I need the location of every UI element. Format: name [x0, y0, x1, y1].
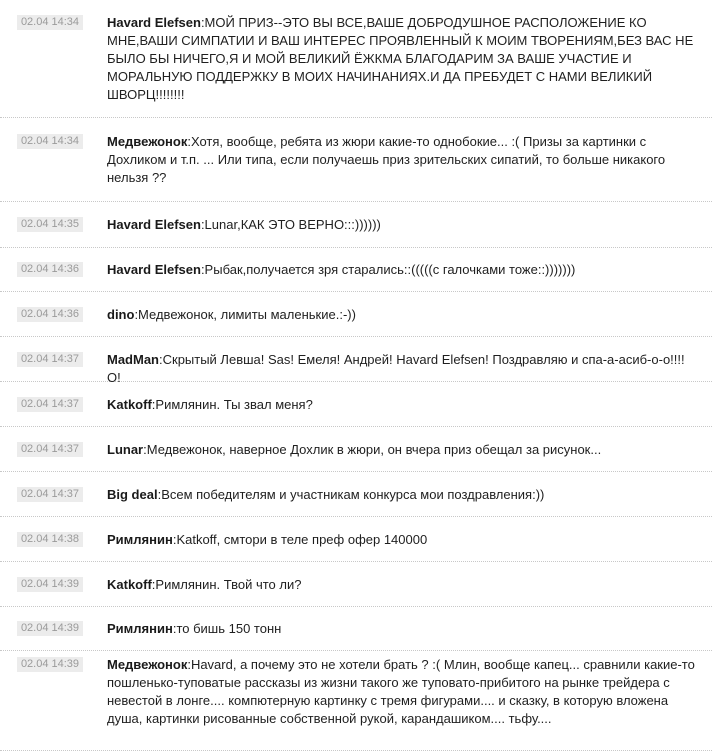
- chat-message: [0, 562, 712, 607]
- message-text: :Рыбак,получается зря старались::(((((с галочками тоже::))))))): [200, 262, 576, 277]
- message-body: [107, 656, 699, 728]
- chat-message: [0, 472, 712, 517]
- message-text: :Скрытый Левша! Sas! Емеля! Андрей! Havard Elefsen! Поздравляю и спа-а-асиб-о-о!!!! О!: [107, 352, 685, 385]
- chat-message: [0, 337, 712, 385]
- message-author[interactable]: Lunar: [107, 442, 144, 457]
- chat-message: [0, 517, 712, 562]
- message-author[interactable]: Big deal: [107, 487, 158, 502]
- message-timestamp: 02.04 14:39: [17, 657, 83, 672]
- message-author[interactable]: Медвежонок: [107, 657, 188, 672]
- message-author[interactable]: Havard Elefsen: [107, 262, 201, 277]
- message-body: [107, 576, 699, 594]
- message-timestamp: 02.04 14:35: [17, 217, 83, 232]
- message-timestamp: 02.04 14:37: [17, 487, 83, 502]
- message-author[interactable]: Римлянин: [107, 532, 173, 547]
- message-text: :Медвежонок, лимиты маленькие.:-)): [134, 307, 356, 322]
- message-author[interactable]: Римлянин: [107, 621, 173, 636]
- message-author[interactable]: Havard Elefsen: [107, 217, 201, 232]
- message-timestamp: 02.04 14:36: [17, 307, 83, 322]
- message-body: [107, 14, 699, 104]
- message-body: [107, 216, 699, 234]
- chat-message: [0, 292, 712, 337]
- message-text: :Lunar,КАК ЭТО ВЕРНО:::)))))): [200, 217, 381, 232]
- message-text: :Всем победителям и участникам конкурса мои поздравления:)): [157, 487, 545, 502]
- message-timestamp: 02.04 14:36: [17, 262, 83, 277]
- message-text: :Havard, а почему это не хотели брать ? :( Млин, вообще капец... сравнили какие-то пошленько-туповатые рассказы из жизни такого же туповато-прибитого на рынке трейдера с невестой в лонге.... компютерную картинку с тремя фигурами.... и сказку, в которую вложена душа, картинки рисованные собственной рукой, карандашиком.... тьфу....: [107, 657, 695, 726]
- chat-message: [0, 382, 712, 427]
- message-timestamp: 02.04 14:34: [17, 134, 83, 149]
- message-body: [107, 441, 699, 459]
- chat-message: [0, 427, 712, 472]
- message-body: [107, 531, 699, 549]
- message-body: [107, 486, 699, 504]
- message-author[interactable]: Havard Elefsen: [107, 15, 201, 30]
- message-timestamp: 02.04 14:34: [17, 15, 83, 30]
- message-timestamp: 02.04 14:39: [17, 577, 83, 592]
- message-author[interactable]: dino: [107, 307, 135, 322]
- message-author[interactable]: Katkoff: [107, 577, 152, 592]
- message-timestamp: 02.04 14:37: [17, 352, 83, 367]
- chat-message: [0, 248, 712, 292]
- message-timestamp: 02.04 14:39: [17, 621, 83, 636]
- chat-message: [0, 607, 712, 651]
- chat-message: [0, 202, 712, 248]
- chat-message: [0, 118, 712, 202]
- message-body: [107, 261, 699, 279]
- message-text: :Katkoff, смтори в теле преф офер 140000: [172, 532, 428, 547]
- message-text: :Хотя, вообще, ребята из жюри какие-то однобокие... :( Призы за картинки с Дохликом и т.п. ... Или типа, если получаешь приз зрительских сипатий, то больше никакого нельзя ??: [107, 134, 666, 185]
- message-text: :Римлянин. Ты звал меня?: [151, 397, 313, 412]
- chat-message: [0, 0, 712, 118]
- message-body: [107, 620, 699, 638]
- message-author[interactable]: MadMan: [107, 352, 159, 367]
- message-text: :МОЙ ПРИЗ--ЭТО ВЫ ВСЕ,ВАШЕ ДОБРОДУШНОЕ РАСПОЛОЖЕНИЕ КО МНЕ,ВАШИ СИМПАТИИ И ВАШ ИНТЕРЕС ПРОЯВЛЕННЫЙ К МОИМ ТВОРЕНИЯМ,БЕЗ ВАС НЕ БЫЛО БЫ НИЧЕГО,Я И МОЙ ВЕЛИКИЙ ЁЖКМА БЛАГОДАРИМ ЗА ВАШЕ УЧАСТИЕ И МОРАЛЬНУЮ ПОДДЕРЖКУ В МОИХ НАЧИНАНИЯХ.И ДА ПРЕБУДЕТ С НАМИ ВЕЛИКИЙ ШВОРЦ!!!!!!!!: [107, 15, 694, 102]
- message-text: :Медвежонок, наверное Дохлик в жюри, он вчера приз обещал за рисунок...: [143, 442, 602, 457]
- message-author[interactable]: Katkoff: [107, 397, 152, 412]
- message-timestamp: 02.04 14:37: [17, 397, 83, 412]
- chat-message: [0, 651, 712, 751]
- message-body: [107, 306, 699, 324]
- message-body: [107, 133, 699, 187]
- message-author[interactable]: Медвежонок: [107, 134, 188, 149]
- message-text: :то бишь 150 тонн: [172, 621, 282, 636]
- message-body: [107, 396, 699, 414]
- message-timestamp: 02.04 14:38: [17, 532, 83, 547]
- message-text: :Римлянин. Твой что ли?: [151, 577, 302, 592]
- message-timestamp: 02.04 14:37: [17, 442, 83, 457]
